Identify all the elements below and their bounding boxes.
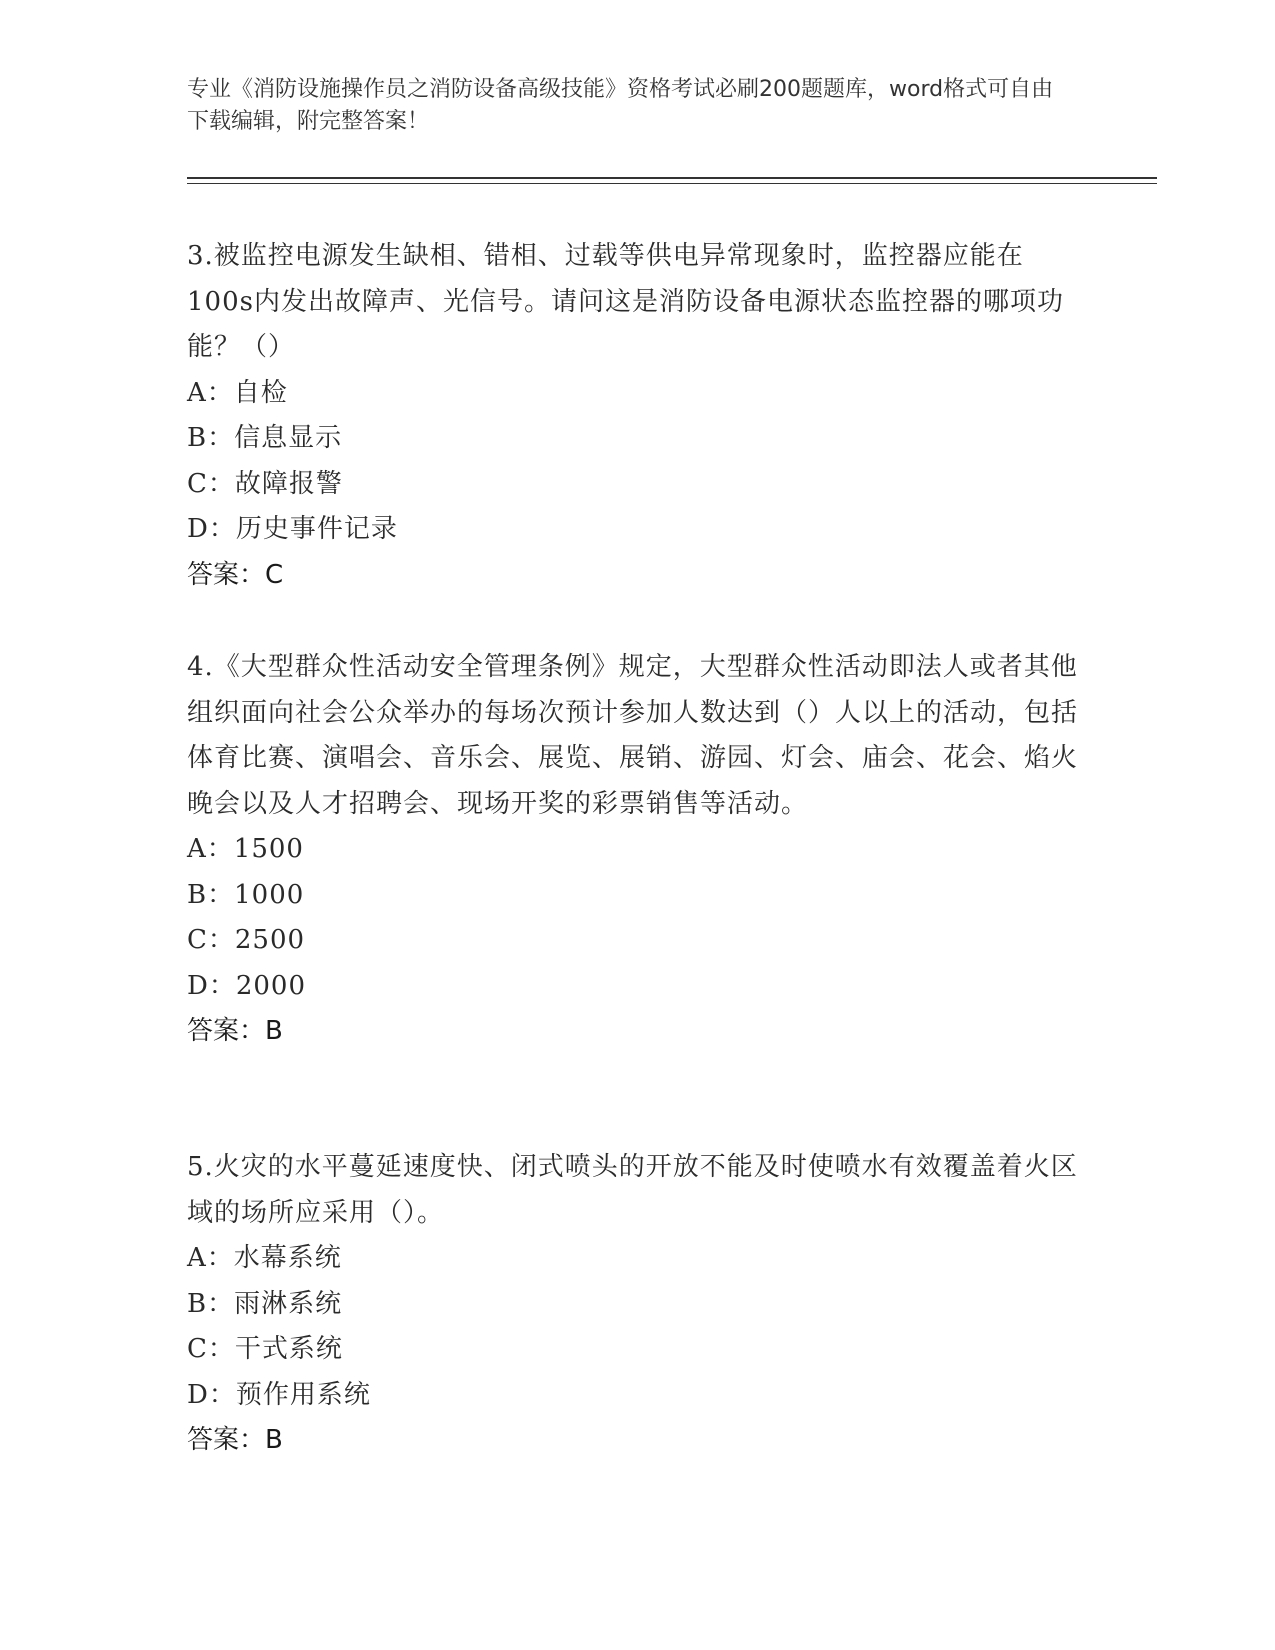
option-d: D：历史事件记录 (187, 514, 398, 544)
option-a: A：1500 (187, 834, 304, 864)
question-4 (187, 645, 1087, 1055)
question-text: 4.《大型群众性活动安全管理条例》规定，大型群众性活动即法人或者其他组织面向社会公众举办的每场次预计参加人数达到（）人以上的活动，包括体育比赛、演唱会、音乐会、展览、展销、游园、灯会、庙会、花会、焰火晚会以及人才招聘会、现场开奖的彩票销售等活动。 (187, 652, 1079, 819)
option-d: D：预作用系统 (187, 1379, 371, 1410)
option-b: B：1000 (187, 879, 305, 910)
question-text: 5.火灾的水平蔓延速度快、闭式喷头的开放不能及时使喷水有效覆盖着火区域的场所应采用（）。 (187, 1152, 1078, 1228)
header-divider-thin (187, 183, 1157, 184)
question-5 (187, 1145, 1087, 1464)
option-c: C：干式系统 (187, 1334, 343, 1364)
option-c: C：故障报警 (187, 468, 343, 499)
option-c: C：2500 (187, 925, 306, 955)
answer: 答案：B (187, 1016, 283, 1046)
option-d: D：2000 (187, 970, 307, 1001)
option-a: A：自检 (187, 377, 288, 408)
question-3 (187, 234, 1087, 598)
answer: 答案：B (187, 1425, 283, 1455)
option-a: A：水幕系统 (187, 1243, 342, 1273)
option-b: B：雨淋系统 (187, 1288, 343, 1319)
question-text: 3.被监控电源发生缺相、错相、过载等供电异常现象时，监控器应能在100s内发出故障声、光信号。请问这是消防设备电源状态监控器的哪项功能？（） (187, 241, 1064, 362)
answer: 答案：C (187, 559, 284, 590)
document-header: 专业《消防设施操作员之消防设备高级技能》资格考试必刷200题题库，word格式可自由下载编辑，附完整答案！ (187, 77, 1054, 134)
option-b: B：信息显示 (187, 423, 343, 453)
header-divider-thick (187, 177, 1157, 179)
